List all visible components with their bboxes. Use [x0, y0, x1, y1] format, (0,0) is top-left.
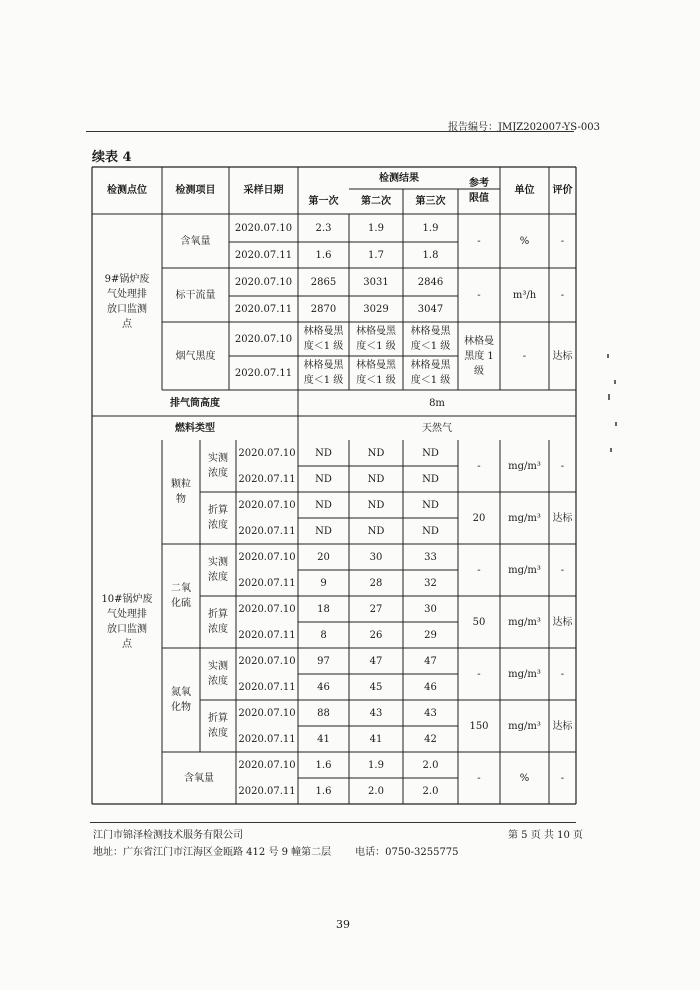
- result-second: ND: [367, 447, 385, 459]
- result-second: 林格曼黑 度＜1 级: [356, 326, 396, 352]
- measured-label: 实测 浓度: [208, 557, 228, 583]
- evaluation: -: [560, 772, 565, 784]
- result-second: 43: [369, 707, 383, 719]
- sample-date: 2020.07.10: [238, 655, 296, 667]
- location-9: 9#锅炉废 气处理排 放口监测 点: [104, 274, 150, 330]
- result-second: 2.0: [368, 785, 384, 797]
- result-third: ND: [422, 499, 439, 511]
- result-third: 29: [424, 629, 437, 641]
- sample-date: 2020.07.10: [234, 333, 293, 345]
- fuel-type-label: 燃料类型: [175, 422, 215, 434]
- pollutant-nox: 氮氧 化物: [171, 687, 191, 713]
- sample-date: 2020.07.10: [238, 447, 296, 459]
- pollutant-particulate: 颗粒 物: [171, 479, 191, 505]
- result-third: 1.8: [422, 249, 439, 261]
- result-first: 林格曼黑 度＜1 级: [303, 360, 344, 386]
- col-second: 第二次: [361, 196, 391, 207]
- sample-date: 2020.07.11: [234, 249, 293, 261]
- reference-limit: 林格曼 黑度 1 级: [464, 335, 494, 377]
- result-second: 41: [369, 733, 383, 745]
- unit: m³/h: [512, 289, 537, 301]
- result-first: 18: [317, 603, 330, 615]
- result-first: 88: [317, 707, 330, 719]
- result-third: 2846: [417, 276, 444, 288]
- result-third: 2.0: [422, 785, 439, 797]
- result-second: 3029: [363, 303, 389, 315]
- item-oxygen-10: 含氧量: [184, 772, 214, 784]
- reference-limit: -: [477, 289, 481, 301]
- sample-date: 2020.07.10: [234, 276, 293, 288]
- reference-limit: 150: [469, 720, 489, 732]
- unit: %: [519, 235, 530, 247]
- company-name: 江门市锦泽检测技术服务有限公司: [93, 830, 243, 841]
- result-second: 1.9: [368, 759, 384, 771]
- evaluation: -: [560, 289, 565, 301]
- result-first: 1.6: [315, 785, 332, 797]
- result-first: 97: [317, 655, 330, 667]
- stack-height-label: 排气筒高度: [170, 397, 220, 409]
- result-first: 41: [317, 733, 330, 745]
- result-first: 2865: [310, 276, 337, 288]
- sample-date: 2020.07.11: [238, 785, 296, 797]
- result-second: 26: [369, 629, 383, 641]
- unit: mg/m³: [508, 564, 541, 576]
- sample-date: 2020.07.11: [238, 629, 296, 641]
- result-third: ND: [422, 473, 439, 485]
- result-first: ND: [315, 499, 332, 511]
- result-second: 27: [369, 603, 383, 615]
- sample-date: 2020.07.10: [238, 551, 296, 563]
- item-smoke-9: 烟气黑度: [175, 350, 216, 362]
- reference-limit: -: [477, 460, 481, 472]
- company-address: [93, 843, 459, 858]
- result-third: 林格曼黑 度＜1 级: [410, 326, 451, 352]
- col-unit: 单位: [514, 185, 535, 196]
- result-third: 42: [424, 733, 437, 745]
- item-oxygen-9: 含氧量: [180, 235, 211, 247]
- col-evaluation: 评价: [552, 185, 573, 196]
- scan-specks: [604, 350, 624, 470]
- sample-date: 2020.07.11: [238, 681, 296, 693]
- sample-date: 2020.07.10: [238, 499, 296, 511]
- header-rule: [86, 131, 574, 132]
- table-title: 续表 4: [92, 150, 132, 165]
- sample-date: 2020.07.10: [238, 603, 296, 615]
- pollutant-so2: 二氧 化硫: [171, 583, 191, 609]
- evaluation: -: [560, 668, 565, 680]
- col-item: 检测项目: [175, 185, 216, 196]
- converted-label: 折算 浓度: [208, 505, 228, 531]
- unit: mg/m³: [508, 616, 541, 628]
- result-first: ND: [315, 473, 332, 485]
- page-info: 第 5 页 共 10 页: [508, 830, 583, 841]
- result-first: 1.6: [315, 759, 332, 771]
- item-flow-9: 标干流量: [175, 289, 216, 301]
- result-first: 2.3: [315, 222, 332, 234]
- result-second: 1.9: [368, 222, 384, 234]
- result-third: 3047: [417, 303, 444, 315]
- col-limit: 参考 限值: [469, 177, 489, 204]
- phone-number: 电话：0750-3255775: [355, 847, 459, 858]
- evaluation: 达标: [552, 720, 573, 732]
- converted-label: 折算 浓度: [208, 609, 228, 635]
- measured-label: 实测 浓度: [208, 453, 228, 479]
- col-third: 第三次: [415, 196, 446, 207]
- result-third: 1.9: [422, 222, 439, 234]
- col-location: 检测点位: [107, 185, 147, 196]
- result-third: 30: [424, 603, 437, 615]
- unit: %: [519, 772, 530, 784]
- evaluation: 达标: [552, 616, 573, 628]
- col-first: 第一次: [308, 196, 339, 207]
- measured-label: 实测 浓度: [208, 661, 228, 687]
- result-third: 32: [424, 577, 437, 589]
- result-first: 2870: [310, 303, 337, 315]
- page-number: 39: [336, 918, 350, 931]
- report-number-label: 报告编号：: [448, 122, 498, 133]
- result-second: ND: [367, 499, 385, 511]
- stack-height-value: 8m: [429, 397, 445, 409]
- result-first: 46: [317, 681, 330, 693]
- result-third: 33: [424, 551, 437, 563]
- unit: mg/m³: [508, 512, 541, 524]
- result-third: ND: [422, 525, 439, 537]
- reference-limit: -: [477, 235, 481, 247]
- result-first: ND: [315, 525, 332, 537]
- unit: mg/m³: [508, 720, 541, 732]
- location-10: 10#锅炉废 气处理排 放口监测 点: [101, 594, 153, 650]
- result-first: ND: [315, 447, 332, 459]
- result-second: 47: [369, 655, 383, 667]
- result-second: 45: [369, 681, 383, 693]
- unit: mg/m³: [508, 460, 541, 472]
- sample-date: 2020.07.10: [238, 707, 296, 719]
- result-second: 30: [369, 551, 383, 563]
- result-first: 林格曼黑 度＜1 级: [303, 326, 344, 352]
- col-results: 检测结果: [379, 172, 419, 184]
- sample-date: 2020.07.11: [238, 733, 296, 745]
- col-date: 采样日期: [243, 185, 284, 196]
- result-third: 2.0: [422, 759, 439, 771]
- footer-rule: [90, 822, 576, 823]
- result-first: 20: [317, 551, 330, 563]
- report-number-value: JMJZ202007-YS-003: [498, 122, 600, 133]
- result-third: 47: [424, 655, 437, 667]
- reference-limit: 20: [472, 512, 486, 524]
- result-first: 1.6: [315, 249, 332, 261]
- result-third: 46: [424, 681, 437, 693]
- unit: -: [522, 350, 527, 362]
- evaluation: -: [560, 564, 565, 576]
- result-first: 9: [320, 577, 327, 589]
- sample-date: 2020.07.10: [234, 222, 293, 234]
- result-second: 林格曼黑 度＜1 级: [356, 360, 396, 386]
- evaluation: 达标: [552, 350, 573, 362]
- sample-date: 2020.07.11: [238, 525, 296, 537]
- result-second: 1.7: [368, 249, 384, 261]
- result-third: 43: [424, 707, 437, 719]
- evaluation: -: [560, 460, 565, 472]
- evaluation: 达标: [552, 512, 573, 524]
- result-second: ND: [367, 473, 385, 485]
- reference-limit: -: [477, 772, 481, 784]
- sample-date: 2020.07.11: [234, 367, 293, 379]
- unit: mg/m³: [508, 668, 541, 680]
- result-second: 3031: [363, 276, 389, 288]
- result-second: ND: [367, 525, 385, 537]
- evaluation: -: [560, 235, 565, 247]
- fuel-type-value: 天然气: [422, 422, 452, 434]
- reference-limit: -: [477, 564, 481, 576]
- sample-date: 2020.07.11: [238, 577, 296, 589]
- reference-limit: 50: [472, 616, 486, 628]
- sample-date: 2020.07.11: [234, 303, 293, 315]
- result-third: 林格曼黑 度＜1 级: [410, 360, 451, 386]
- reference-limit: -: [477, 668, 481, 680]
- address-text: 地址：广东省江门市江海区金瓯路 412 号 9 幢第二层: [93, 847, 332, 858]
- sample-date: 2020.07.10: [238, 759, 296, 771]
- result-third: ND: [422, 447, 439, 459]
- result-first: 8: [320, 629, 327, 641]
- result-second: 28: [369, 577, 383, 589]
- converted-label: 折算 浓度: [208, 713, 228, 739]
- sample-date: 2020.07.11: [238, 473, 296, 485]
